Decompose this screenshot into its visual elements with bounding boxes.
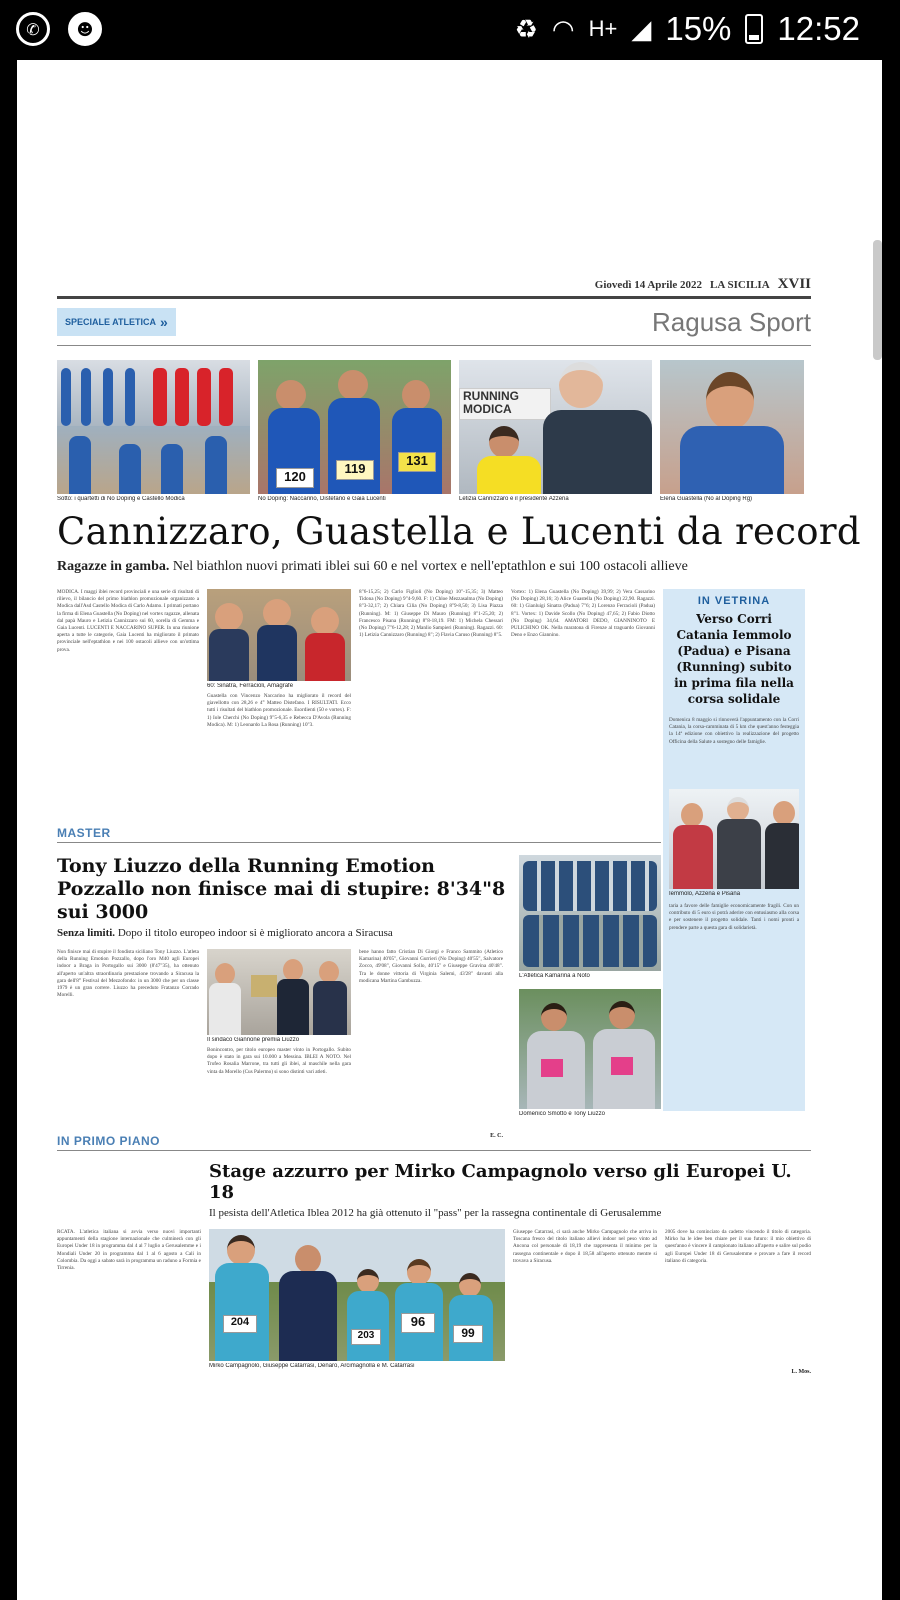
race-bib: 96 xyxy=(401,1313,435,1333)
section-label-primo-piano: IN PRIMO PIANO xyxy=(57,1134,161,1148)
section-label-master: MASTER xyxy=(57,826,111,840)
battery-icon xyxy=(745,14,763,44)
master-subheadline: Senza limiti. Dopo il titolo europeo indoor si è migliorato ancora a Siracusa xyxy=(57,927,393,939)
article-column: Bonincontro, per titolo europeo master vinto in Portogallo. Subito dopo è stato in gara sui 10.000 a Messina. IBLEI A NOTO. Nel Trofeo Rosalia Marrone, tra tutti gli iblei, al maschile nella gara vinta da Morello (Cus Palermo) si sono distinti vari atleti. xyxy=(207,1047,351,1075)
newspaper-page xyxy=(57,276,861,1375)
section-header xyxy=(57,299,811,345)
vetrina-box xyxy=(663,589,805,1111)
banner-text: RUNNING MODICA xyxy=(463,389,519,416)
primo-headline: Stage azzurro per Mirko Campagnolo verso gli Europei U. 18 xyxy=(209,1161,792,1203)
race-bib: 120 xyxy=(276,468,314,488)
vetrina-text: Domenica 8 maggio si rinnoverà l'appuntamento con la Corri Catania, la corsa-camminata di 5 km che quest'anno festeggia la 14ª edizione con obiettivo la realizzazione del progetto Officina della Salute a sostegno delle famiglie. xyxy=(669,717,799,745)
photo-running-modica xyxy=(459,360,652,494)
status-bar xyxy=(0,0,900,62)
article-column: MODICA. I maggi iblei record provinciali e una serie di risultati di rilievo, il bilancio del primo biathlon promozionale organizzato a Modica dall'Asd Castello Modica di Carlo Adamo. I primati portano la firma di Elena Guastella (No Doping) nel vortex ragazze, allenata dal papà Mauro e Letizia Cannizzaro sui 60, sorella di Gemma e Gaia Lucenti. LUCENTI E NACCARINO SUPER. In una riunione aperta a tutte le categorie, Gaia Lucenti ha migliorato il primato provinciale nell'eptathlon e nei 100 ostacoli allieve con un'ottima prova. xyxy=(57,589,199,653)
double-chevron-icon: » xyxy=(160,314,168,330)
article-signature: E. C. xyxy=(490,1133,503,1139)
photo-vetrina xyxy=(669,789,799,889)
page-number: XVII xyxy=(777,276,811,292)
race-bib: 204 xyxy=(223,1315,257,1333)
special-tag: SPECIALE ATLETICA » xyxy=(57,308,176,336)
photo-caption: Elena Guastella (No al Doping Rg) xyxy=(660,496,753,502)
clock: 12:52 xyxy=(777,10,860,47)
document-viewer[interactable] xyxy=(17,60,882,1600)
article-column: Vortex: 1) Elena Guastella (No Doping) 39,99; 2) Vera Cassarino (No Doping) 28,16; 3) Alice Guastella (No Doping) 22,90. Ragazzi. 60: 1) Gianluigi Sinatra (Padua) 7"6; 2) Lorenzo Ferracioli (Padua) 8"1. Vortex: 1) Davide Scollo (No Doping) 47,65; 2) Fabio Diotto (No Doping) 34,64. AMATORI DEDO, GIANNINOTO E PULICHINO OK. Nella maratona di Firenze al traguardo Giovanni Deno e Enzo Giannino. xyxy=(511,589,655,639)
section-title: Ragusa Sport xyxy=(652,306,811,337)
photo-caption: Il sindaco Giannone premia Liuzzo xyxy=(207,1037,300,1043)
network-type: H+ xyxy=(588,16,618,41)
race-bib: 203 xyxy=(351,1329,381,1345)
battery-percent: 15% xyxy=(665,10,732,47)
photo-caption: Mirko Campagnolo, Giuseppe Catarrasi, Denaro, Arcimagnolla e M. Catarrasi xyxy=(209,1363,415,1369)
vetrina-title: Verso Corri Catania Iemmolo (Padua) e Pisana (Running) subito in prima fila nella corsa solidale xyxy=(674,612,794,706)
wifi-icon: ◠ xyxy=(551,13,575,44)
article-column: 8"6-15,25; 2) Carlo Figlioli (No Doping) 10"-15,35; 3) Matteo Tidona (No Doping) 9"4-9,60. F: 1) Chloe Mezzasalma (No Doping) 8"3-32,17; 2) Chiara Cilia (No Doping) 8"9-8,50; 3) Lisa Piazza (Running). M: 1) Giuseppe Di Mauro (Running) 8"1-25,20; 2) Francesco Pisana (Running) 8"8-18,19. FM: 1) Michela Chessari (No Doping) 7"6-12,28; 2) Manlio Sampieri (Running). Ragazzi. 60: 1) Letizia Cannizzaro (Running) 8"; 2) Flavia Caruso (Running) 8"5. xyxy=(359,589,503,639)
photo-campagnolo-group xyxy=(209,1229,505,1361)
vetrina-text: taria a favore delle famiglie economicamente fragili. Con un contributo di 5 euro si potrà aderire con entusiasmo alla corsa e per sostenere il progetto solidale. Tanti i nomi pronti a prendere parte a questa gara di solidarietà. xyxy=(669,903,799,931)
photo-caption: No Doping: Naccarino, Distefano e Gaia Lucenti xyxy=(258,496,386,502)
photo-no-doping-trio xyxy=(258,360,451,494)
photo-atletica-kamarina xyxy=(519,855,661,971)
article-column: Non finisce mai di stupire il fondista siciliano Tony Liuzzo. L'atleta della Running Emotion Pozzallo, dopo l'oro M40 agli Europei indoor a Braga in Portogallo sui 3000 (8'47"35), ha ottenuto all'aperto un'altra straordinaria prestazione trovando a Siracusa la gara dell'8° Festival del Mezzofondo: in un 3000 che per un classe 1979 è un gran correre. Liuzzo ha preceduto Fratanzo Corrado Morelli. xyxy=(57,949,199,999)
photo-caption: L'Atletica Kamarina a Noto xyxy=(519,973,590,979)
paper-name: LA SICILIA xyxy=(710,279,770,291)
article-column: Giuseppe Catarrasi, ci sarà anche Mirko Campagnolo che arriva in Toscana fresco del titolo italiano allievi indoor nel peso vinto ad Ancona col personale di 18,19 che rappresenta il minimo per la rassegna continentale e dopo il 18,58 all'aperto ottenuto mentre si trovava a Siracusa. xyxy=(513,1229,657,1264)
primo-subheadline: Il pesista dell'Atletica Iblea 2012 ha già ottenuto il "pass" per la rassegna continentale di Gerusalemme xyxy=(209,1207,662,1219)
article-column: 2005 dove ha cominciato da cadetto vincendo il titolo di categoria. Mirko ha le idee ben chiare per il suo futuro: il mio obiettivo di quest'anno è vincere il campionato italiano all'aperto e salire sul podio agli Europei Under 18 di Gerusalemme e provare a fare il record italiano di categoria. xyxy=(665,1229,811,1264)
article-signature: L. Mos. xyxy=(791,1369,811,1375)
photo-caption: Domenico Smotto e Tony Liuzzo xyxy=(519,1111,605,1117)
race-bib: 131 xyxy=(398,452,436,472)
photo-smotto-liuzzo xyxy=(519,989,661,1109)
issue-date: Giovedì 14 Aprile 2022 xyxy=(594,279,703,291)
photo-team-groups xyxy=(57,360,250,494)
top-photo-row xyxy=(57,360,811,500)
smiley-notification-icon: ☻ xyxy=(68,12,102,46)
photo-caption: Letizia Cannizzaro e il presidente Azzena xyxy=(459,496,569,502)
photo-caption: Sotto: i quartetti di No Doping e Castello Modica xyxy=(57,496,185,502)
master-headline: Tony Liuzzo della Running Emotion Pozzallo non finisce mai di stupire: 8'34"8 sui 3000 xyxy=(57,855,506,923)
photo-podium xyxy=(207,589,351,681)
photo-elena-guastella xyxy=(660,360,804,494)
photo-caption: 60: Sinatra, Ferracioli, Amagrafe xyxy=(207,683,294,689)
recycle-icon: ♻ xyxy=(514,13,538,44)
article-column: bene hanno fatto Cristian Di Giorgi e Franco Sammito (Atletico Kamarina) 40'05", Giovanni Gurrieri (No Doping) 40'55", Salvatore Zocco, 49'08", Giovanni Sollo, 40'15" e Giuseppe Gravina 40'48". Tra le donne vittoria di Virginia Salemi, 43'28" davanti alla modicana Martina Gambuzza. xyxy=(359,949,503,984)
scrollbar[interactable] xyxy=(873,240,882,360)
photo-caption: Iemmolo, Azzena e Pisana xyxy=(669,891,741,897)
signal-icon: ◢ xyxy=(631,13,652,44)
masthead xyxy=(57,276,811,296)
photo-mayor-award xyxy=(207,949,351,1035)
whatsapp-icon: ✆ xyxy=(16,12,50,46)
vetrina-label: IN VETRINA xyxy=(697,595,771,607)
main-headline: Cannizzaro, Guastella e Lucenti da record xyxy=(57,510,861,553)
race-bib: 99 xyxy=(453,1325,483,1343)
main-subheadline: Ragazze in gamba. Nel biathlon nuovi primati iblei sui 60 e nel vortex e nell'eptathlon e sui 100 ostacoli allieve xyxy=(57,559,688,574)
article-column: RCATA. L'atletica italiana si avvia verso nuovi importanti appuntamenti della stagione internazionale che culminerà con gli Europei Under 18 in programma dal 4 al 7 luglio a Gerusalemme e i Mondiali Under 20 in programma dal 1 al 6 agosto a Cali in Colombia. Da oggi a sabato sarà in programma un raduno a Formia e Tirrenia. xyxy=(57,1229,201,1272)
race-bib: 119 xyxy=(336,460,374,480)
article-column: Guastella con Vincenzo Naccarino ha migliorato il record del giavellotto con 28,26 e 4° Matteo Distefano. I RISULTATI. Ecco tutti i risultati del biathlon promozionale. Esordienti (50 e vortex). F: 1) Iole Cherchi (No Doping) 9"5-6,35 e Rebecca D'Avola (Running Modica). M: 1) Leonardo La Rosa (Running) 10"3. xyxy=(207,693,351,728)
